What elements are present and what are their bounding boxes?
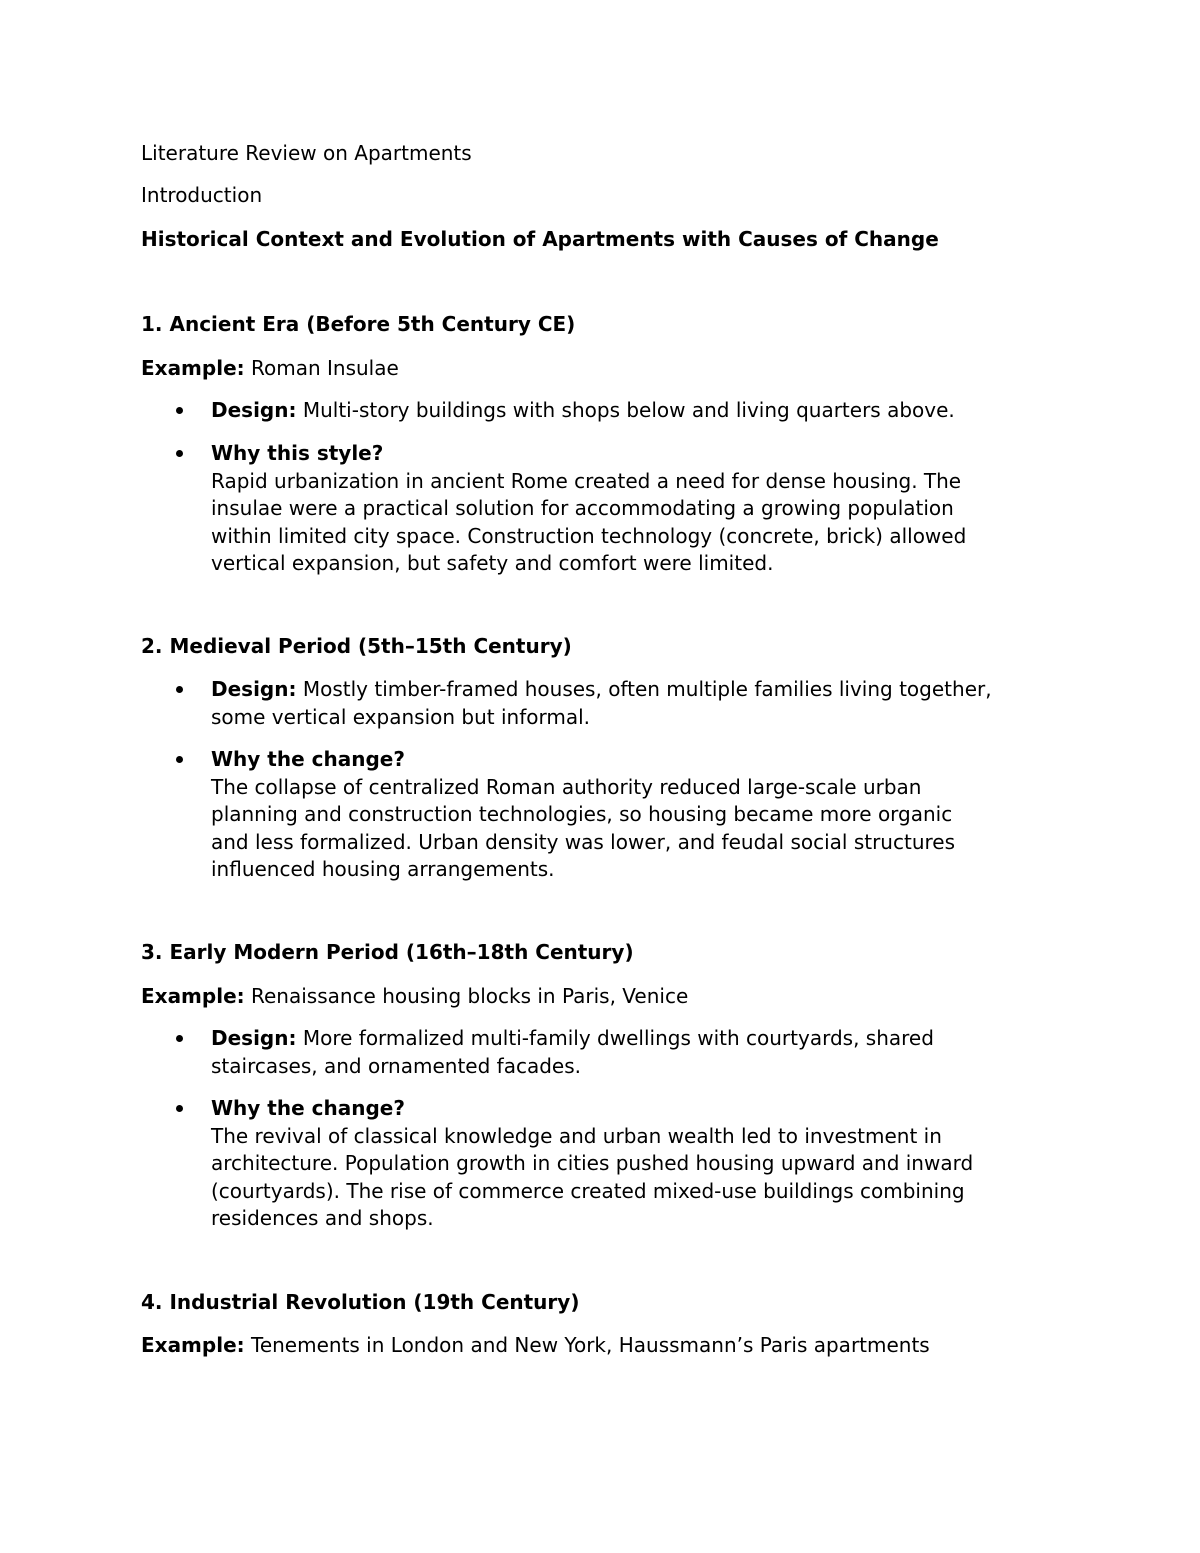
example-label: Example: <box>141 356 245 380</box>
bullet-label: Why the change? <box>211 1096 405 1120</box>
bullet-line: residences and shops. <box>211 1206 434 1230</box>
bullet-icon <box>176 756 183 763</box>
bullet-line: within limited city space. Construction technology (concrete, brick) allowed <box>211 523 967 548</box>
bullet-text: Mostly timber-framed houses, often multiple families living together, <box>302 677 992 701</box>
bullet-text: More formalized multi-family dwellings with courtyards, shared <box>302 1026 934 1050</box>
example-line <box>141 355 399 382</box>
main-heading: Historical Context and Evolution of Apartments with Causes of Change <box>141 227 939 251</box>
bullet-line: influenced housing arrangements. <box>211 857 555 881</box>
bullet-icon <box>176 1035 183 1042</box>
example-label: Example: <box>141 984 245 1008</box>
bullet-item <box>211 397 955 425</box>
bullet-line: (courtyards). The rise of commerce created mixed-use buildings combining <box>211 1178 965 1203</box>
section-heading: 4. Industrial Revolution (19th Century) <box>141 1290 580 1314</box>
bullet-label: Design: <box>211 677 297 701</box>
bullet-label: Why the change? <box>211 747 405 771</box>
bullet-label: Design: <box>211 1026 297 1050</box>
bullet-icon <box>176 1105 183 1112</box>
bullet-icon <box>176 686 183 693</box>
bullet-line: Rapid urbanization in ancient Rome created a need for dense housing. The <box>211 468 962 493</box>
bullet-item <box>211 440 966 578</box>
bullet-line: architecture. Population growth in cities pushed housing upward and inward <box>211 1151 974 1175</box>
document-title: Literature Review on Apartments <box>141 141 472 165</box>
introduction-heading: Introduction <box>141 183 263 207</box>
bullet-label: Design: <box>211 398 297 422</box>
bullet-line: vertical expansion, but safety and comfort were limited. <box>211 551 774 575</box>
example-text: Tenements in London and New York, Haussmann’s Paris apartments <box>251 1333 930 1357</box>
bullet-line: The collapse of centralized Roman authority reduced large-scale urban <box>211 774 922 799</box>
example-text: Roman Insulae <box>251 356 399 380</box>
bullet-line: and less formalized. Urban density was lower, and feudal social structures <box>211 829 956 854</box>
section-heading: 2. Medieval Period (5th–15th Century) <box>141 634 572 658</box>
example-label: Example: <box>141 1333 245 1357</box>
bullet-item <box>211 1025 934 1080</box>
bullet-line: planning and construction technologies, so housing became more organic <box>211 802 953 826</box>
bullet-text: Multi-story buildings with shops below and living quarters above. <box>302 398 955 422</box>
bullet-item <box>211 746 955 884</box>
section-heading: 3. Early Modern Period (16th–18th Century) <box>141 940 634 964</box>
example-line <box>141 983 688 1010</box>
bullet-line: some vertical expansion but informal. <box>211 704 590 729</box>
example-line <box>141 1332 930 1359</box>
bullet-item <box>211 1095 973 1233</box>
bullet-icon <box>176 450 183 457</box>
bullet-icon <box>176 407 183 414</box>
bullet-item <box>211 676 992 731</box>
example-text: Renaissance housing blocks in Paris, Venice <box>251 984 689 1008</box>
bullet-line: staircases, and ornamented facades. <box>211 1053 581 1078</box>
bullet-label: Why this style? <box>211 441 384 465</box>
section-heading: 1. Ancient Era (Before 5th Century CE) <box>141 312 576 336</box>
bullet-line: insulae were a practical solution for accommodating a growing population <box>211 496 954 520</box>
bullet-line: The revival of classical knowledge and urban wealth led to investment in <box>211 1123 942 1148</box>
